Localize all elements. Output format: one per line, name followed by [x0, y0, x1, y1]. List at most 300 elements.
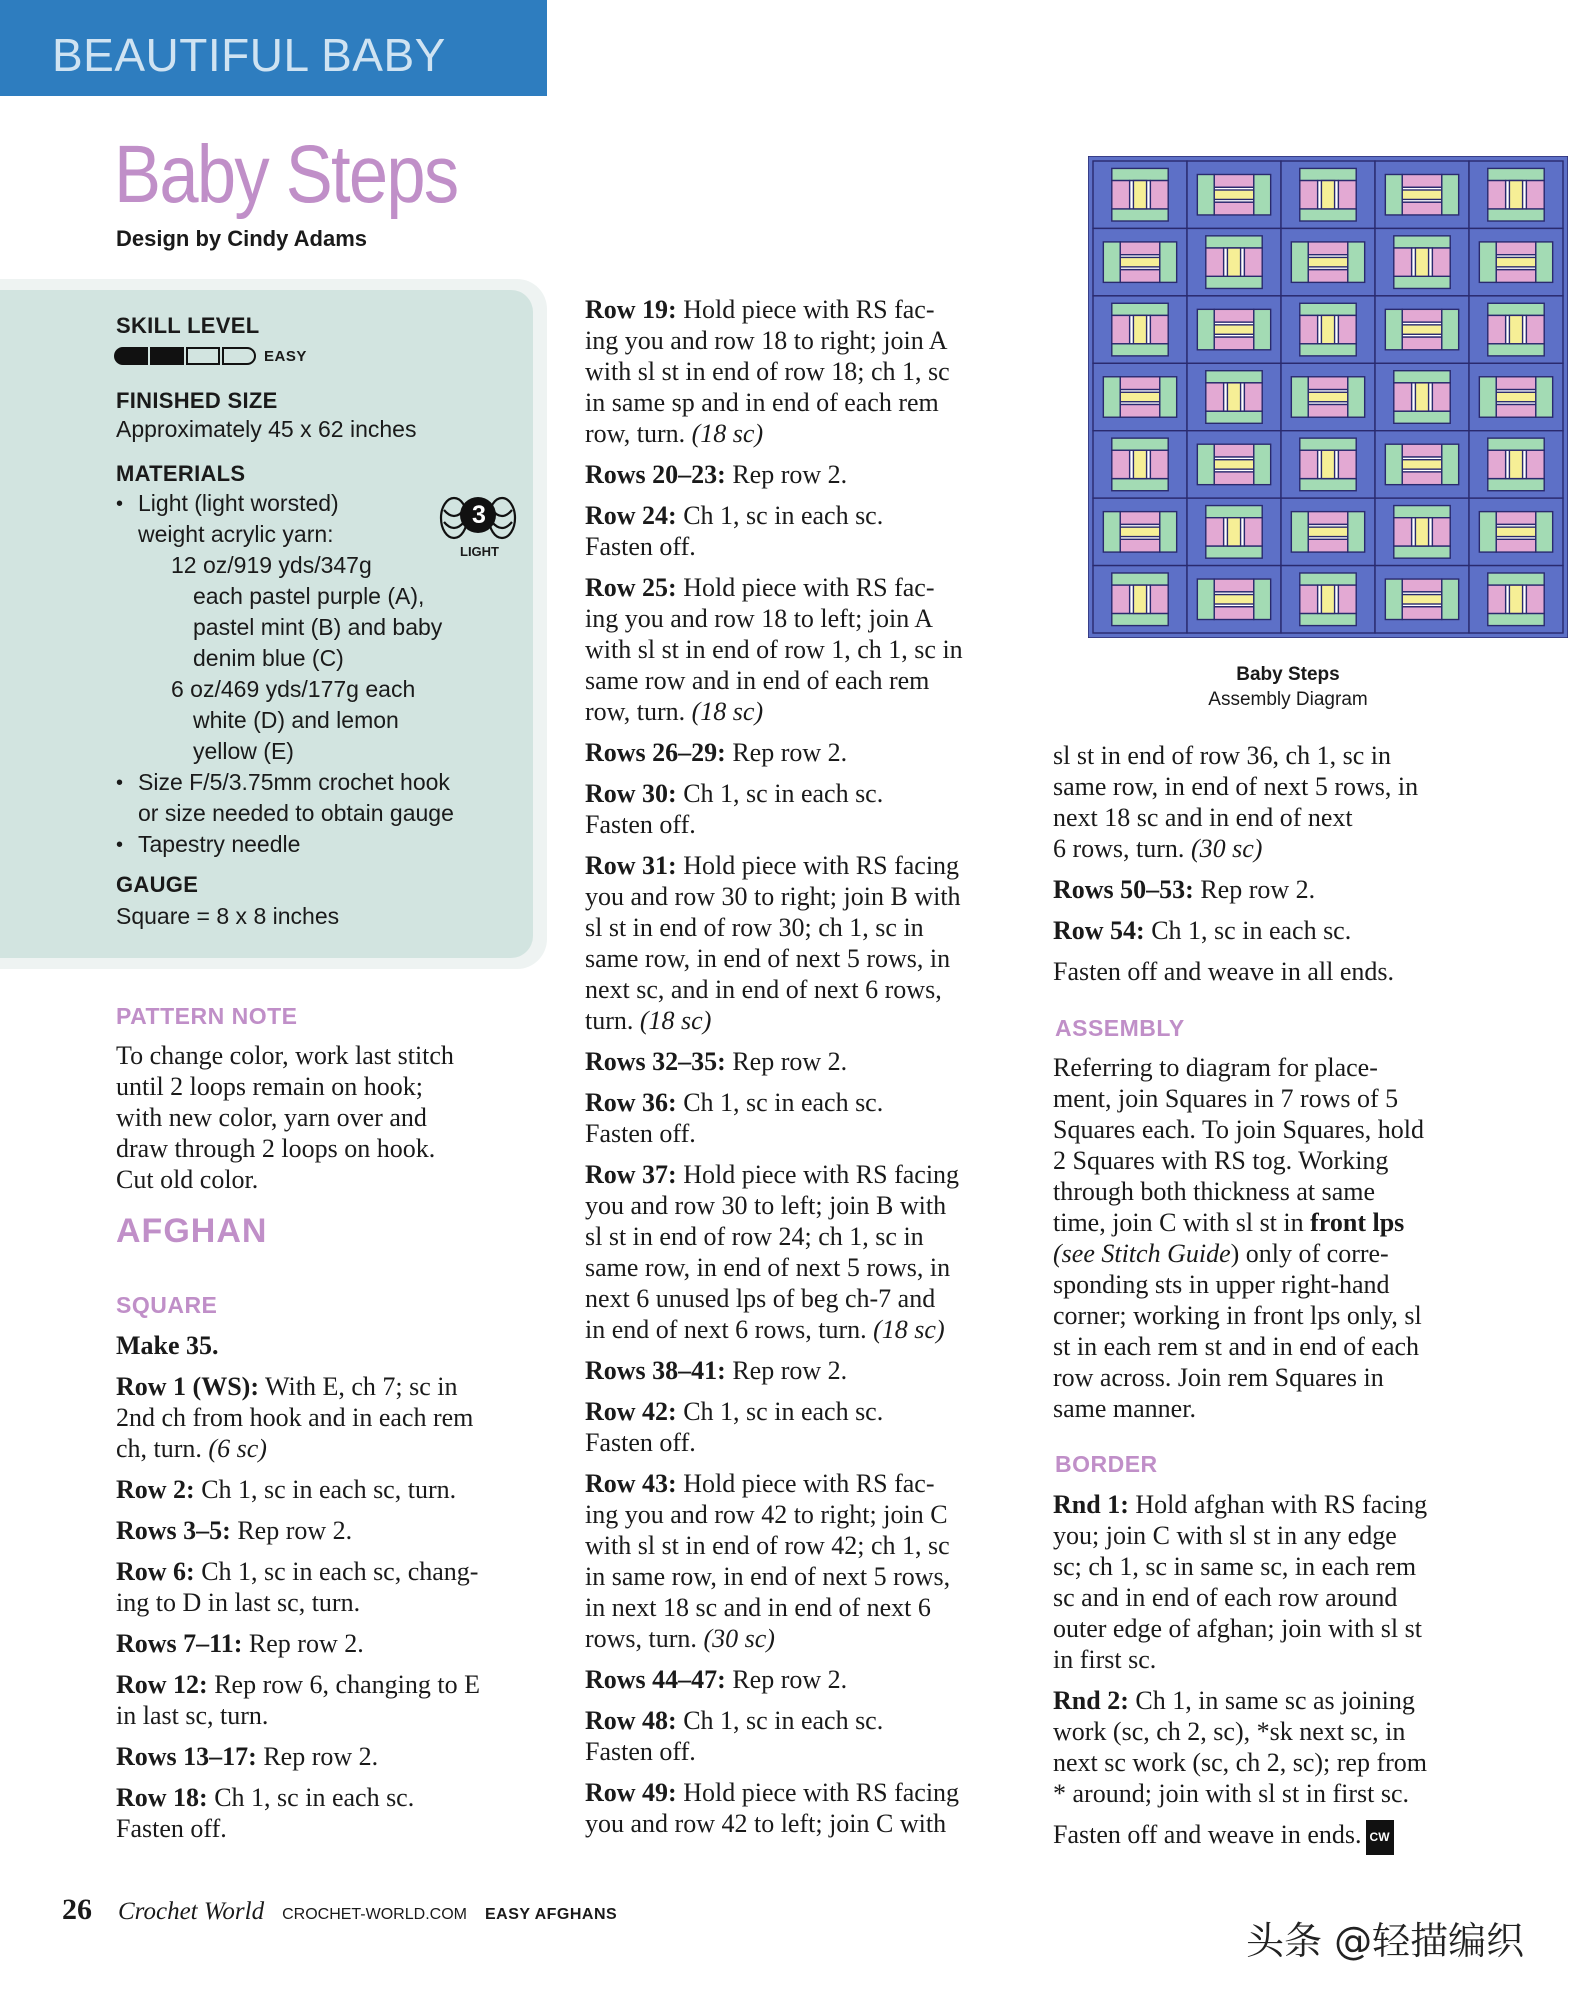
fasten-off-line [1053, 956, 1523, 987]
yarn-colors: each pastel purple (A), [193, 583, 425, 609]
text-line: through both thickness at same [1053, 1177, 1376, 1206]
strip-mint [1300, 479, 1356, 491]
row-text: next 6 unused lps of beg ch-7 and [585, 1284, 936, 1313]
yarn-colors: pastel mint (B) and baby [193, 614, 443, 640]
strip-purple [1120, 539, 1159, 552]
row-text: Fasten off and weave in ends. [1053, 1820, 1362, 1849]
row-label: Rows 26–29: [585, 738, 726, 767]
strip-purple [1214, 579, 1253, 592]
center-yellow [1214, 325, 1253, 334]
skill-segment-filled [114, 347, 148, 365]
skill-level-meter [114, 345, 307, 367]
strip-purple [1300, 450, 1318, 478]
strip-mint [1488, 303, 1544, 315]
row-text: Rep row 2. [256, 1742, 379, 1771]
strip-mint [1291, 242, 1308, 282]
center-yellow [1402, 190, 1441, 199]
strip-purple [1394, 248, 1412, 276]
row-text: Rep row 6, changing to E [207, 1670, 480, 1699]
row-text: sl st in end of row 24; ch 1, sc in [585, 1222, 924, 1251]
text-line: corner; working in front lps only, sl [1053, 1301, 1422, 1330]
strip-purple [1496, 242, 1535, 255]
materials-label: MATERIALS [116, 461, 246, 486]
text-line: Referring to diagram for place- [1053, 1053, 1378, 1082]
rows-26-29 [585, 737, 1015, 768]
strip-mint [1206, 276, 1262, 288]
yarn-amount: 12 oz/919 yds/347g [171, 552, 372, 578]
center-yellow [1214, 460, 1253, 469]
strip-mint [1479, 242, 1496, 282]
strip-mint [1254, 444, 1271, 484]
strip-mint [1206, 236, 1262, 248]
row-label: Rows 13–17: [116, 1742, 257, 1771]
row-6 [116, 1556, 546, 1618]
row-text: ing you and row 18 to right; join A [585, 326, 948, 355]
strip-purple [1206, 518, 1224, 546]
row-text: Fasten off. [116, 1814, 227, 1843]
text-line: with new color, yarn over and [116, 1103, 427, 1132]
row-text: Fasten off. [585, 1428, 696, 1457]
strip-mint [1291, 512, 1308, 552]
strip-mint [1488, 209, 1544, 221]
row-label: Row 37: [585, 1160, 677, 1189]
strip-mint [1254, 309, 1271, 349]
row-text: in same sp and in end of each rem [585, 388, 939, 417]
stitch-count: (18 sc) [691, 419, 764, 448]
center-yellow [1321, 315, 1334, 343]
border-instructions [1053, 1489, 1523, 1855]
row-label: Row 19: [585, 295, 677, 324]
strip-mint [1300, 209, 1356, 221]
strip-purple [1488, 315, 1506, 343]
strip-mint [1348, 512, 1365, 552]
yarn-line: weight acrylic yarn: [138, 521, 334, 547]
row-30 [585, 778, 1015, 840]
center-yellow [1120, 257, 1159, 266]
magazine-name: Crochet World [118, 1898, 265, 1925]
rows-38-41 [585, 1355, 1015, 1386]
skill-segment-empty [222, 347, 256, 365]
strip-mint [1160, 377, 1177, 417]
row-text: rows, turn. [585, 1624, 704, 1653]
pattern-note-text [116, 1040, 454, 1195]
center-yellow [1509, 585, 1522, 613]
center-yellow [1227, 248, 1240, 276]
center-yellow [1227, 383, 1240, 411]
row-text: * around; join with sl st in first sc. [1053, 1779, 1410, 1808]
page-number: 26 [62, 1893, 92, 1926]
bullet: • [116, 493, 124, 515]
center-yellow [1496, 392, 1535, 401]
row-text: in first sc. [1053, 1645, 1157, 1674]
strip-mint [1197, 444, 1214, 484]
text-line: until 2 loops remain on hook; [116, 1072, 423, 1101]
rows-32-35 [585, 1046, 1015, 1077]
strip-purple [1120, 512, 1159, 525]
yarn-colors: white (D) and lemon [193, 707, 399, 733]
row-text: in same row, in end of next 5 rows, [585, 1562, 951, 1591]
center-yellow [1214, 190, 1253, 199]
center-yellow [1509, 181, 1522, 209]
strip-mint [1300, 613, 1356, 625]
row-text: Fasten off. [585, 532, 696, 561]
strip-purple [1526, 181, 1544, 209]
strip-mint [1488, 479, 1544, 491]
row-text: same row, in end of next 5 rows, in [585, 944, 951, 973]
center-yellow [1402, 460, 1441, 469]
border-heading: BORDER [1055, 1451, 1158, 1477]
strip-purple [1488, 450, 1506, 478]
assembly-text [1053, 1052, 1523, 1424]
row-text: ing you and row 42 to right; join C [585, 1500, 948, 1529]
end-mark-icon: CW [1366, 1820, 1394, 1855]
strip-purple [1496, 512, 1535, 525]
row-label: Rnd 1: [1053, 1490, 1129, 1519]
row-text: you and row 42 to left; join C with [585, 1809, 947, 1838]
yarn-line: Light (light worsted) [138, 490, 339, 516]
row-text: Hold piece with RS fac- [676, 573, 935, 602]
row-label: Row 18: [116, 1783, 208, 1812]
strip-purple [1300, 181, 1318, 209]
center-yellow [1496, 527, 1535, 536]
center-yellow [1214, 595, 1253, 604]
row-text: With E, ch 7; sc in [259, 1372, 458, 1401]
row-19 [585, 294, 1015, 449]
page-footer [62, 1893, 617, 1927]
strip-purple [1402, 202, 1441, 215]
bullet: • [116, 772, 124, 794]
text-line: Cut old color. [116, 1165, 259, 1194]
strip-purple [1308, 270, 1347, 283]
gauge-label: GAUGE [116, 872, 199, 897]
strip-purple [1402, 472, 1441, 485]
row-text: Ch 1, sc in each sc, turn. [194, 1475, 457, 1504]
strip-purple [1206, 248, 1224, 276]
row-text: ing you and row 18 to left; join A [585, 604, 934, 633]
row-31 [585, 850, 1015, 1036]
strip-purple [1402, 444, 1441, 457]
row-text: 6 rows, turn. [1053, 834, 1191, 863]
strip-mint [1112, 344, 1168, 356]
strip-purple [1120, 242, 1159, 255]
row-2 [116, 1474, 546, 1505]
final-line [1053, 1819, 1523, 1855]
row-text: same row, in end of next 5 rows, in [585, 1253, 951, 1282]
strip-mint [1300, 303, 1356, 315]
magazine-url: CROCHET-WORLD.COM [282, 1906, 467, 1923]
strip-purple [1488, 585, 1506, 613]
row-text: ing to D in last sc, turn. [116, 1588, 361, 1617]
rnd-2 [1053, 1685, 1523, 1809]
needle-line: Tapestry needle [138, 831, 301, 857]
row-text: Fasten off and weave in all ends. [1053, 957, 1395, 986]
row-text: Fasten off. [585, 1119, 696, 1148]
strip-purple [1432, 248, 1450, 276]
row-text: next sc work (sc, ch 2, sc); rep from [1053, 1748, 1427, 1777]
strip-mint [1103, 377, 1120, 417]
strip-purple [1150, 585, 1168, 613]
strip-purple [1214, 337, 1253, 350]
stitch-count: (30 sc) [703, 1624, 775, 1653]
strip-mint [1394, 506, 1450, 518]
text-line: Squares each. To join Squares, hold [1053, 1115, 1425, 1144]
strip-purple [1526, 315, 1544, 343]
skill-level-label: SKILL LEVEL [116, 313, 260, 338]
row-text: next sc, and in end of next 6 rows, [585, 975, 942, 1004]
strip-purple [1150, 181, 1168, 209]
strip-mint [1488, 573, 1544, 585]
strip-purple [1308, 512, 1347, 525]
strip-mint [1479, 377, 1496, 417]
strip-mint [1442, 579, 1459, 619]
stitch-count: (6 sc) [208, 1434, 267, 1463]
center-yellow [1227, 518, 1240, 546]
strip-mint [1442, 174, 1459, 214]
strip-purple [1488, 181, 1506, 209]
strip-mint [1206, 371, 1262, 383]
strip-purple [1432, 383, 1450, 411]
row-text: Ch 1, sc in each sc. [676, 1397, 884, 1426]
row-text: with sl st in end of row 42; ch 1, sc [585, 1531, 950, 1560]
strip-purple [1496, 270, 1535, 283]
strip-mint [1112, 613, 1168, 625]
strip-purple [1496, 539, 1535, 552]
pattern-note-heading: PATTERN NOTE [116, 1003, 298, 1029]
strip-mint [1197, 309, 1214, 349]
section-title: BEAUTIFUL BABY [52, 29, 446, 81]
skill-segment-filled [150, 347, 184, 365]
strip-mint [1291, 377, 1308, 417]
row-49-continued [1053, 740, 1523, 864]
strip-purple [1120, 404, 1159, 417]
strip-purple [1402, 579, 1441, 592]
strip-purple [1214, 444, 1253, 457]
strip-purple [1300, 585, 1318, 613]
text-line: st in each rem st and in end of each [1053, 1332, 1420, 1361]
strip-mint [1385, 309, 1402, 349]
strip-purple [1112, 181, 1130, 209]
row-text: same row, in end of next 5 rows, in [1053, 772, 1419, 801]
row-label: Row 12: [116, 1670, 208, 1699]
row-text: row, turn. [585, 419, 692, 448]
strip-purple [1496, 377, 1535, 390]
text-line [1053, 1238, 1523, 1269]
strip-mint [1254, 579, 1271, 619]
row-text: Rep row 2. [725, 1047, 848, 1076]
strip-mint [1206, 546, 1262, 558]
finished-size-value: Approximately 45 x 62 inches [116, 416, 417, 442]
center-yellow [1509, 315, 1522, 343]
text-line [1053, 1207, 1523, 1238]
row-label: Row 25: [585, 573, 677, 602]
diagram-caption [1080, 662, 1496, 712]
make-count: Make 35. [116, 1331, 219, 1360]
row-label: Rows 38–41: [585, 1356, 726, 1385]
row-text: Ch 1, sc in each sc. [1144, 916, 1352, 945]
strip-mint [1160, 242, 1177, 282]
strip-mint [1348, 377, 1365, 417]
row-text: Rep row 2. [1193, 875, 1316, 904]
strip-purple [1394, 383, 1412, 411]
row-label: Row 36: [585, 1088, 677, 1117]
strip-mint [1206, 411, 1262, 423]
row-text: Hold piece with RS fac- [676, 295, 935, 324]
row-text: you; join C with sl st in any edge [1053, 1521, 1397, 1550]
row-label: Rows 3–5: [116, 1516, 231, 1545]
assembly-diagram [1088, 156, 1568, 638]
row-text: Hold afghan with RS facing [1128, 1490, 1428, 1519]
row-12 [116, 1669, 546, 1731]
row-label: Row 54: [1053, 916, 1145, 945]
row-text: Rep row 2. [230, 1516, 353, 1545]
row-label: Row 49: [585, 1778, 677, 1807]
text-line: same manner. [1053, 1394, 1196, 1423]
strip-purple [1214, 309, 1253, 322]
strip-mint [1300, 344, 1356, 356]
strip-purple [1496, 404, 1535, 417]
text-span: ) only of corre- [1230, 1239, 1389, 1268]
row-label: Rows 50–53: [1053, 875, 1194, 904]
row-text: Rep row 2. [725, 1665, 848, 1694]
row-text: Hold piece with RS facing [676, 1160, 960, 1189]
strip-mint [1112, 479, 1168, 491]
strip-mint [1394, 371, 1450, 383]
stitch-count: (18 sc) [691, 697, 764, 726]
row-48 [585, 1705, 1015, 1767]
center-yellow [1321, 181, 1334, 209]
row-text: Rep row 2. [725, 1356, 848, 1385]
text-line: row across. Join rem Squares in [1053, 1363, 1384, 1392]
row-text: in end of next 6 rows, turn. [585, 1315, 874, 1344]
strip-mint [1385, 444, 1402, 484]
center-yellow [1133, 450, 1146, 478]
row-1 [116, 1371, 546, 1464]
strip-purple [1214, 607, 1253, 620]
row-text: turn. [585, 1006, 640, 1035]
rows-20-23 [585, 459, 1015, 490]
finishing-instructions [1053, 740, 1523, 997]
strip-mint [1160, 512, 1177, 552]
row-text: Hold piece with RS fac- [676, 1469, 935, 1498]
yarn-amount: 6 oz/469 yds/177g each [171, 676, 416, 702]
center-yellow [1308, 392, 1347, 401]
term-front-lps: front lps [1310, 1208, 1405, 1237]
row-37 [585, 1159, 1015, 1345]
strip-mint [1348, 242, 1365, 282]
text-line: 2 Squares with RS tog. Working [1053, 1146, 1389, 1175]
row-18 [116, 1782, 546, 1844]
row-label: Row 6: [116, 1557, 195, 1586]
row-text: sl st in end of row 30; ch 1, sc in [585, 913, 924, 942]
strip-mint [1103, 512, 1120, 552]
row-text: ch, turn. [116, 1434, 209, 1463]
rows-13-17 [116, 1741, 546, 1772]
strip-mint [1103, 242, 1120, 282]
row-text: Ch 1, sc in each sc. [676, 1088, 884, 1117]
strip-mint [1112, 573, 1168, 585]
strip-mint [1479, 512, 1496, 552]
strip-purple [1244, 518, 1262, 546]
strip-mint [1536, 242, 1553, 282]
row-text: Rep row 2. [242, 1629, 364, 1658]
strip-purple [1150, 315, 1168, 343]
strip-mint [1442, 309, 1459, 349]
yarn-colors: yellow (E) [193, 738, 294, 764]
row-text: Rep row 2. [725, 460, 848, 489]
strip-purple [1244, 248, 1262, 276]
strip-mint [1442, 444, 1459, 484]
skill-level-value: EASY [264, 347, 307, 365]
assembly-heading: ASSEMBLY [1055, 1015, 1185, 1041]
afghan-heading: AFGHAN [116, 1212, 268, 1250]
stitch-count: (18 sc) [873, 1315, 945, 1344]
center-yellow [1509, 450, 1522, 478]
strip-purple [1338, 181, 1356, 209]
yarn-weight-label: LIGHT [460, 544, 499, 559]
strip-mint [1488, 344, 1544, 356]
row-text: 2nd ch from hook and in each rem [116, 1403, 474, 1432]
strip-mint [1112, 438, 1168, 450]
row-label: Row 24: [585, 501, 677, 530]
strip-mint [1300, 573, 1356, 585]
strip-purple [1214, 174, 1253, 187]
row-text: same row and in end of each rem [585, 666, 930, 695]
strip-mint [1112, 303, 1168, 315]
row-text: you and row 30 to right; join B with [585, 882, 961, 911]
gauge-value: Square = 8 x 8 inches [116, 903, 340, 929]
text-line: sponding sts in upper right-hand [1053, 1270, 1390, 1299]
square-heading: SQUARE [116, 1292, 218, 1318]
row-text: Ch 1, sc in each sc. [676, 501, 884, 530]
rnd-1 [1053, 1489, 1523, 1675]
strip-purple [1526, 450, 1544, 478]
row-label: Rows 20–23: [585, 460, 726, 489]
row-36 [585, 1087, 1015, 1149]
center-yellow [1133, 315, 1146, 343]
square-instructions-continued [585, 294, 1015, 1839]
bullet: • [116, 834, 124, 856]
row-text: you and row 30 to left; join B with [585, 1191, 947, 1220]
row-text: Fasten off. [585, 1737, 696, 1766]
designer-credit: Design by Cindy Adams [116, 226, 368, 251]
row-54 [1053, 915, 1523, 946]
row-text: outer edge of afghan; join with sl st [1053, 1614, 1422, 1643]
strip-purple [1244, 383, 1262, 411]
row-label: Rows 44–47: [585, 1665, 726, 1694]
strip-purple [1308, 242, 1347, 255]
rows-50-53 [1053, 874, 1523, 905]
rows-44-47 [585, 1664, 1015, 1695]
row-text: sl st in end of row 36, ch 1, sc in [1053, 741, 1391, 770]
skill-segment-empty [186, 347, 220, 365]
row-text: Ch 1, in same sc as joining [1128, 1686, 1415, 1715]
center-yellow [1120, 527, 1159, 536]
stitch-count: (30 sc) [1190, 834, 1263, 863]
strip-purple [1112, 315, 1130, 343]
strip-purple [1402, 607, 1441, 620]
center-yellow [1415, 518, 1428, 546]
strip-purple [1150, 450, 1168, 478]
strip-purple [1402, 174, 1441, 187]
row-text: Fasten off. [585, 810, 696, 839]
stitch-count: (18 sc) [639, 1006, 712, 1035]
center-yellow [1415, 383, 1428, 411]
center-yellow [1120, 392, 1159, 401]
strip-mint [1536, 512, 1553, 552]
row-24 [585, 500, 1015, 562]
section-banner [0, 0, 547, 96]
row-label: Rnd 2: [1053, 1686, 1129, 1715]
